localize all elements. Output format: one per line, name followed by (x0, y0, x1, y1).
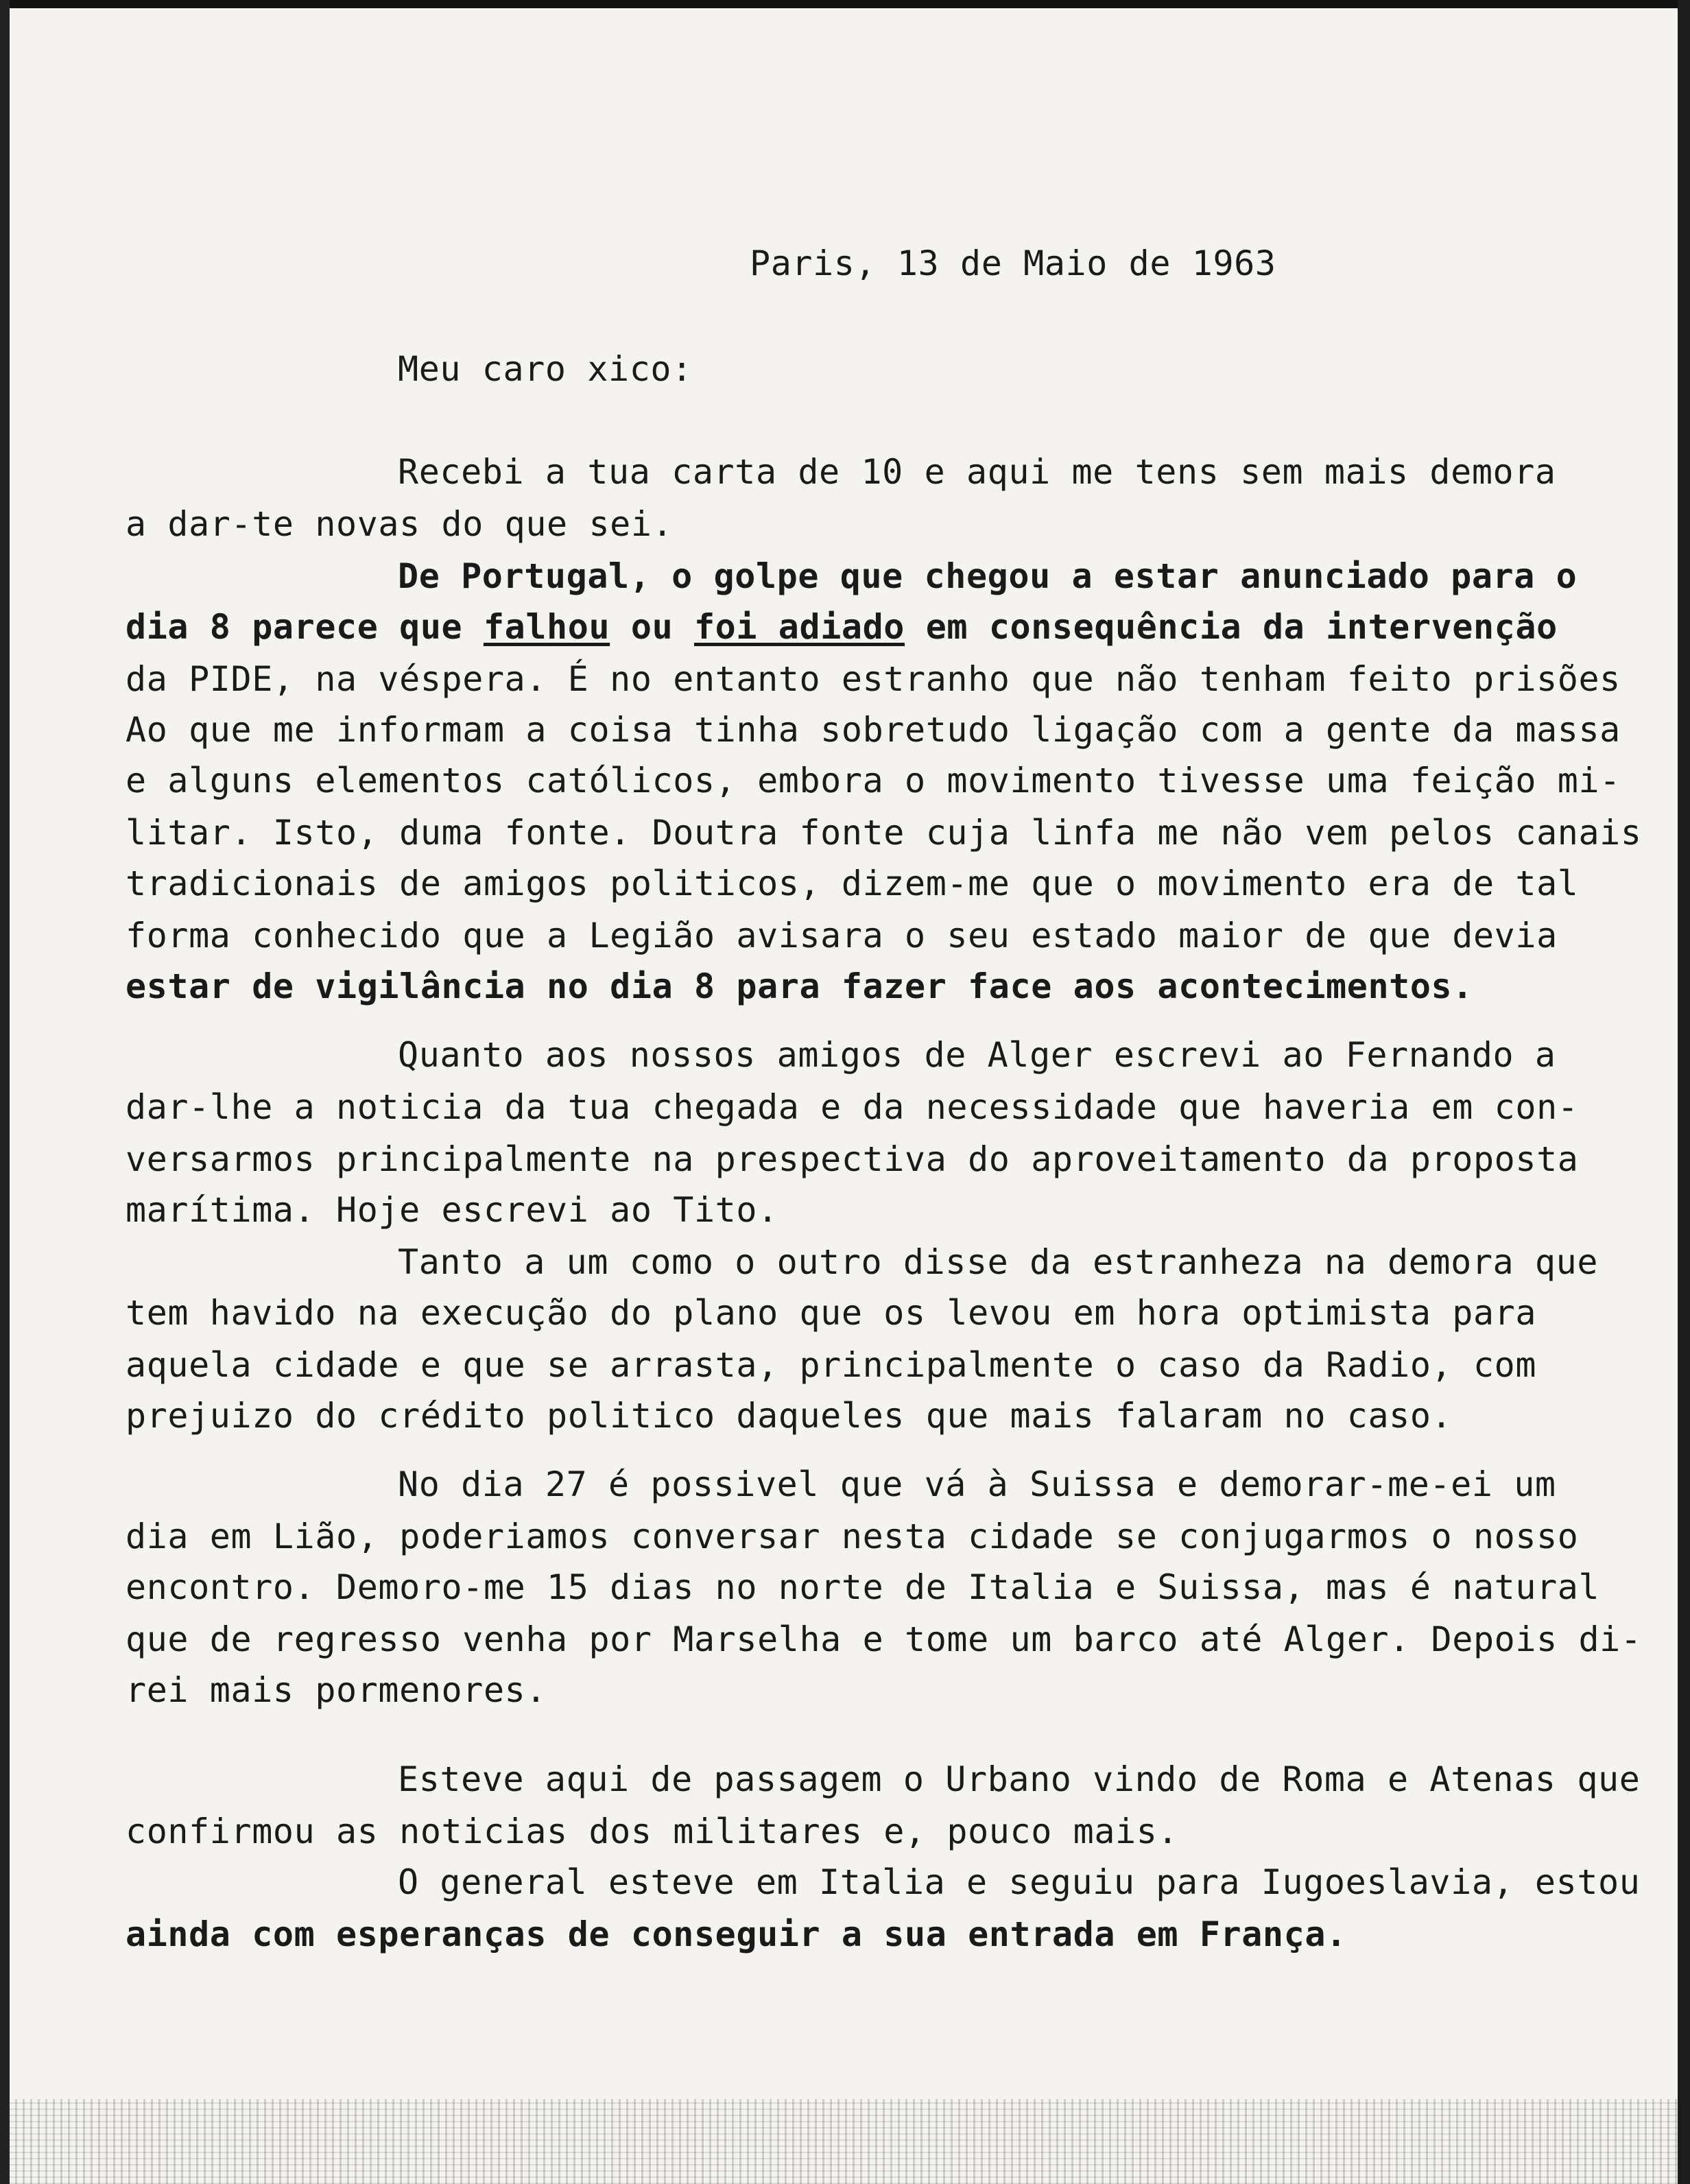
body-line-15: marítima. Hoje escrevi ao Tito. (126, 1190, 778, 1230)
body-line-12: Quanto aos nossos amigos de Alger escrevi ao Fernando a (398, 1035, 1556, 1075)
body-line-7: e alguns elementos católicos, embora o movimento tivesse uma feição mi- (126, 761, 1621, 800)
scan-edge-left (0, 0, 10, 2184)
body-line-8: litar. Isto, duma fonte. Doutra fonte cuja linfa me não vem pelos canais (126, 813, 1642, 853)
body-line-13: dar-lhe a noticia da tua chegada e da necessidade que haveria em con- (126, 1087, 1579, 1127)
body-line-20: No dia 27 é possivel que vá à Suissa e demorar-me-ei um (398, 1464, 1556, 1504)
scan-edge-top (0, 0, 1690, 8)
body-line-22: encontro. Demoro-me 15 dias no norte de Italia e Suissa, mas é natural (126, 1567, 1600, 1607)
body-line-19: prejuizo do crédito politico daqueles que mais falaram no caso. (126, 1396, 1453, 1436)
body-line-24: rei mais pormenores. (126, 1670, 547, 1710)
scan-edge-right (1678, 0, 1690, 2184)
underlined-phrase: foi adiado (693, 607, 905, 647)
body-line-18: aquela cidade e que se arrasta, principalmente o caso da Radio, com (126, 1345, 1537, 1385)
body-line-3: De Portugal, o golpe que chegou a estar anunciado para o (398, 556, 1578, 596)
body-line-21: dia em Lião, poderiamos conversar nesta cidade se conjugarmos o nosso (126, 1517, 1579, 1556)
body-line-10: forma conhecido que a Legião avisara o seu estado maior de que devia (126, 916, 1558, 956)
body-line-11: estar de vigilância no dia 8 para fazer face aos acontecimentos. (126, 966, 1473, 1006)
letter-salutation: Meu caro xico: (398, 349, 693, 389)
body-line-14: versarmos principalmente na prespectiva do aproveitamento da proposta (126, 1139, 1579, 1179)
body-line-5: da PIDE, na véspera. É no entanto estranho que não tenham feito prisões (126, 659, 1621, 699)
underlined-phrase: falhou (483, 607, 610, 647)
body-line-2: a dar-te novas do que sei. (126, 504, 674, 544)
body-line-1: Recebi a tua carta de 10 e aqui me tens sem mais demora (398, 452, 1556, 492)
body-line-25: Esteve aqui de passagem o Urbano vindo de Roma e Atenas que (398, 1759, 1641, 1799)
body-line-27: O general esteve em Italia e seguiu para Iugoeslavia, estou (398, 1862, 1641, 1902)
scan-bottom-noise (0, 2099, 1690, 2184)
body-line-4: dia 8 parece que falhou ou foi adiado em consequência da intervenção (126, 607, 1558, 647)
body-line-28: ainda com esperanças de conseguir a sua entrada em França. (126, 1914, 1347, 1954)
body-line-23: que de regresso venha por Marselha e tome um barco até Alger. Depois di- (126, 1619, 1642, 1659)
body-line-16: Tanto a um como o outro disse da estranheza na demora que (398, 1242, 1599, 1282)
body-line-9: tradicionais de amigos politicos, dizem-me que o movimento era de tal (126, 864, 1579, 903)
body-line-17: tem havido na execução do plano que os levou em hora optimista para (126, 1293, 1537, 1333)
body-line-26: confirmou as noticias dos militares e, pouco mais. (126, 1812, 1179, 1851)
letter-dateline: Paris, 13 de Maio de 1963 (750, 244, 1276, 283)
body-line-6: Ao que me informam a coisa tinha sobretudo ligação com a gente da massa (126, 710, 1621, 750)
